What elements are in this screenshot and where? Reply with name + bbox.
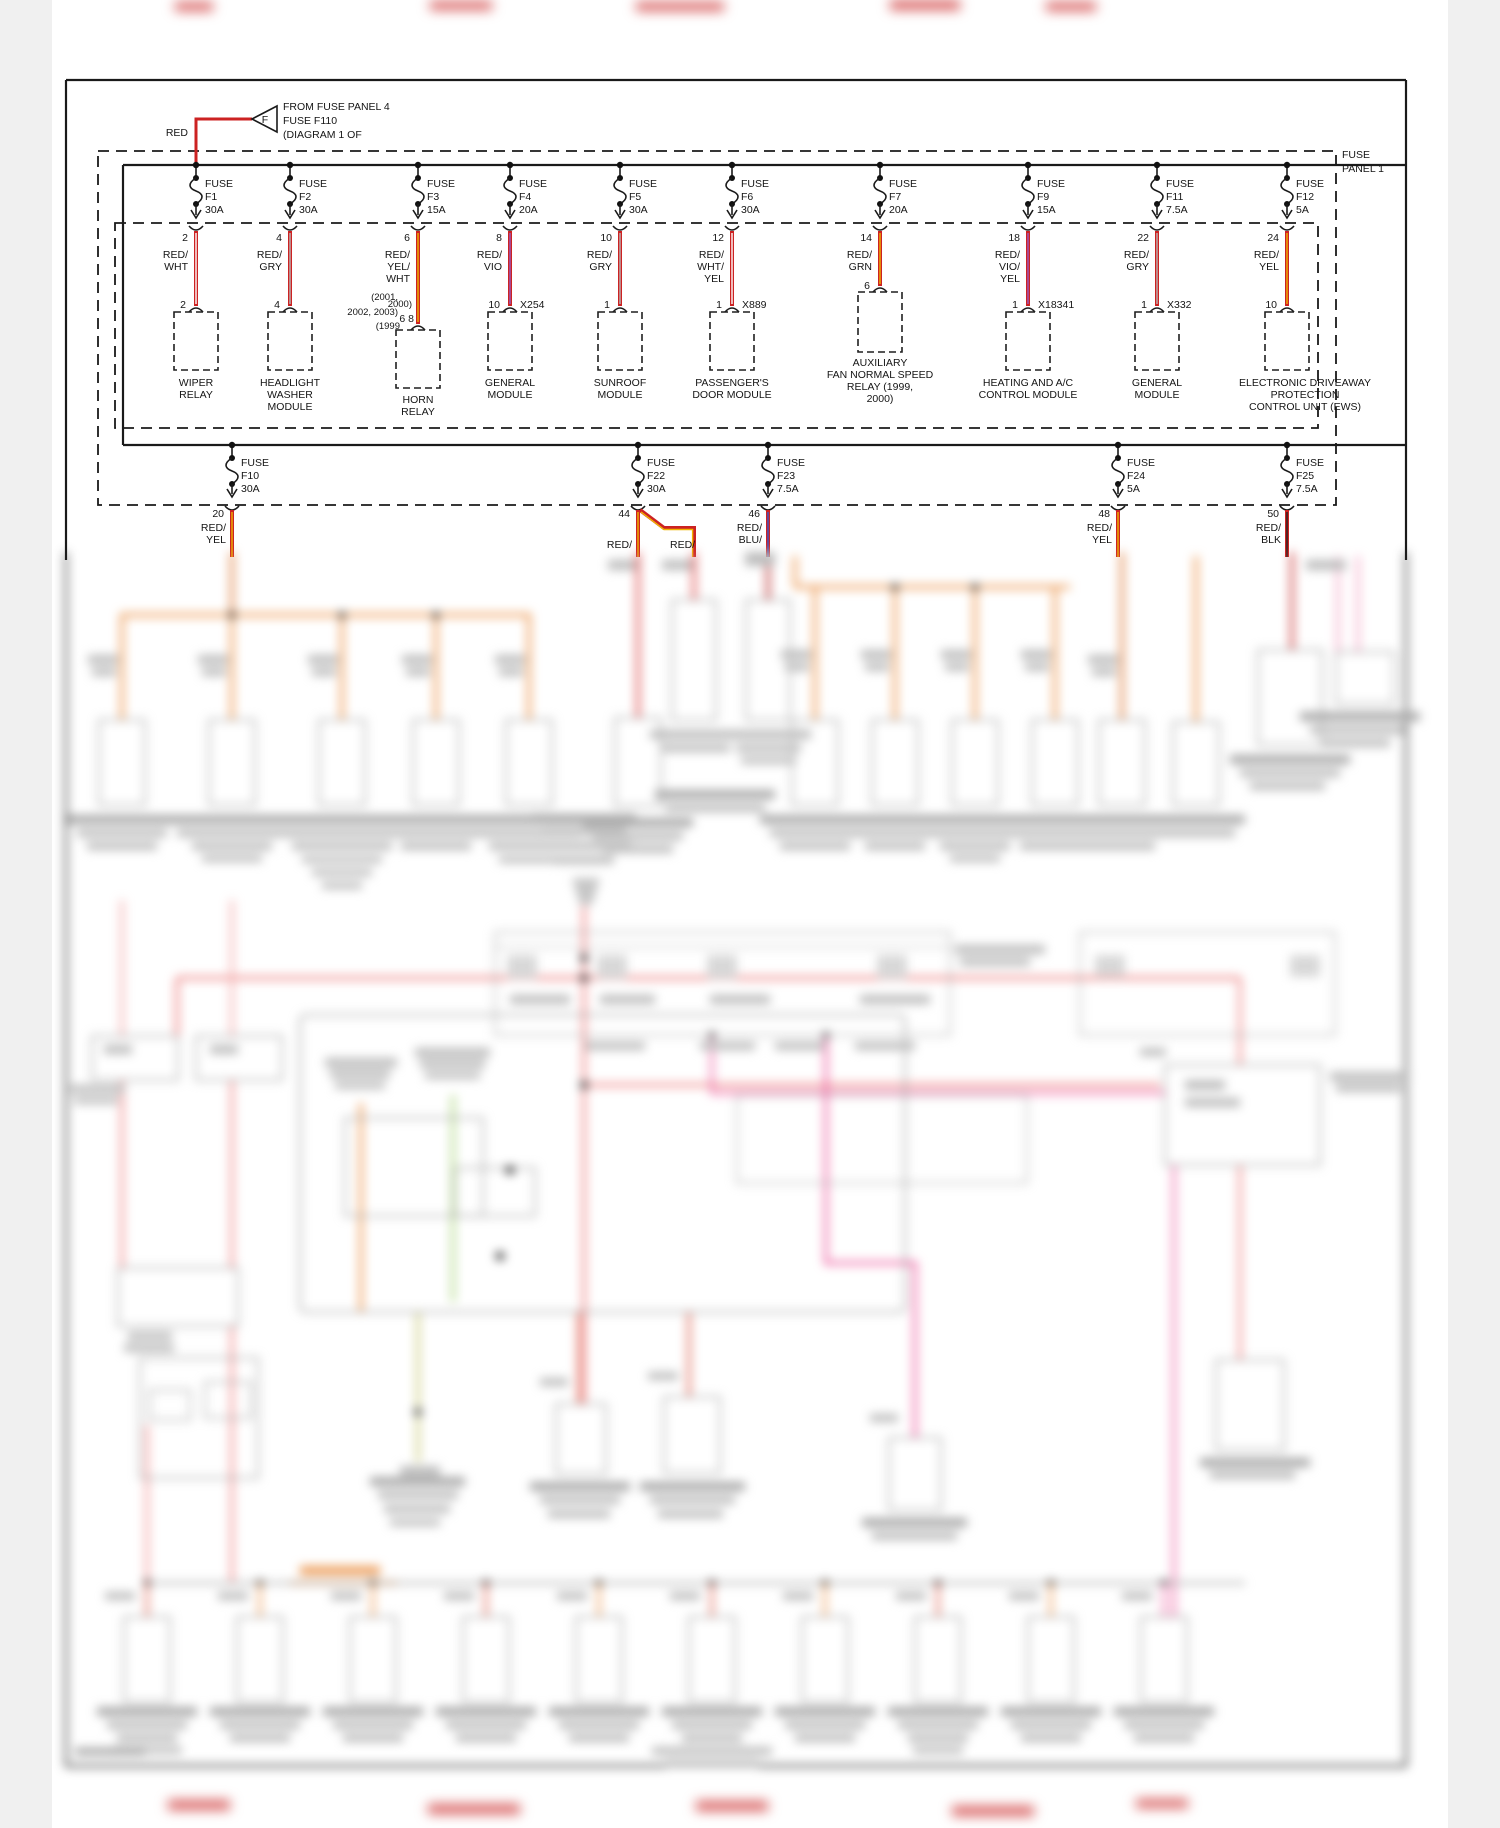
fuse-f1-circuit (163, 162, 233, 401)
svg-text:10: 10 (1265, 299, 1277, 311)
svg-text:24: 24 (1267, 232, 1279, 244)
bottom-row-text-stacks (97, 1707, 1214, 1767)
svg-text:RELAY (1999,: RELAY (1999, (846, 381, 914, 393)
svg-text:44: 44 (618, 508, 630, 520)
svg-text:30A: 30A (647, 483, 666, 495)
svg-text:2: 2 (180, 299, 186, 311)
feed-line1: FROM FUSE PANEL 4 (283, 101, 390, 113)
connector-letter: F (261, 114, 269, 126)
fuse-panel-diagram (0, 0, 1500, 560)
svg-text:F9: F9 (1037, 191, 1050, 203)
svg-text:FAN NORMAL SPEED: FAN NORMAL SPEED (826, 369, 934, 381)
svg-text:RED/: RED/ (606, 539, 632, 551)
svg-text:(2001,: (2001, (371, 292, 398, 303)
svg-text:14: 14 (860, 232, 872, 244)
svg-text:F23: F23 (777, 470, 796, 482)
svg-text:X889: X889 (742, 299, 767, 311)
svg-text:GRY: GRY (1126, 261, 1149, 273)
svg-text:FUSE: FUSE (741, 178, 770, 190)
svg-text:WHT/: WHT/ (697, 261, 724, 273)
passengers-door-module-box (710, 312, 754, 370)
svg-text:RED/: RED/ (736, 522, 762, 534)
svg-text:6: 6 (404, 232, 410, 244)
svg-text:RED/: RED/ (1255, 522, 1281, 534)
svg-text:30A: 30A (205, 204, 224, 216)
svg-text:WHT: WHT (386, 273, 410, 285)
lower-middle-structures (118, 1268, 1310, 1540)
misc-wires (414, 1095, 453, 1462)
svg-text:4: 4 (276, 232, 282, 244)
blurred-wiring-svg (0, 552, 1500, 1796)
svg-text:BLK: BLK (1261, 534, 1281, 546)
svg-text:12: 12 (712, 232, 724, 244)
svg-text:30A: 30A (241, 483, 260, 495)
svg-text:CONTROL UNIT (EWS): CONTROL UNIT (EWS) (1249, 401, 1361, 413)
svg-text:6 8: 6 8 (399, 313, 414, 325)
svg-text:WASHER: WASHER (267, 389, 313, 401)
svg-text:FUSE: FUSE (427, 178, 456, 190)
svg-text:FUSE: FUSE (299, 178, 328, 190)
svg-text:FUSE: FUSE (205, 178, 234, 190)
svg-text:FUSE: FUSE (629, 178, 658, 190)
ews-control-unit-box (1265, 312, 1309, 370)
svg-text:50: 50 (1267, 508, 1279, 520)
svg-text:7.5A: 7.5A (1166, 204, 1188, 216)
fuse-f6-circuit (692, 162, 771, 401)
svg-text:RED/: RED/ (1253, 249, 1279, 261)
svg-text:F24: F24 (1127, 470, 1146, 482)
svg-text:18: 18 (1008, 232, 1020, 244)
middle-band (70, 814, 1410, 1312)
feed-line3: (DIAGRAM 1 OF (283, 129, 362, 141)
svg-text:MODULE: MODULE (487, 389, 533, 401)
svg-text:PASSENGER'S: PASSENGER'S (695, 377, 769, 389)
svg-text:RED/: RED/ (256, 249, 282, 261)
svg-text:HORN: HORN (402, 394, 434, 406)
svg-text:FUSE: FUSE (647, 457, 676, 469)
svg-text:ELECTRONIC DRIVEAWAY: ELECTRONIC DRIVEAWAY (1238, 377, 1372, 389)
feed-line2: FUSE F110 (283, 115, 338, 127)
svg-text:FUSE: FUSE (1166, 178, 1195, 190)
svg-text:FUSE: FUSE (889, 178, 918, 190)
svg-text:RED/: RED/ (384, 249, 410, 261)
orange-bus-network (122, 552, 1196, 1583)
svg-text:F10: F10 (241, 470, 260, 482)
svg-text:FUSE: FUSE (1037, 178, 1066, 190)
svg-text:2000): 2000) (387, 299, 412, 310)
svg-text:VIO: VIO (483, 261, 502, 273)
svg-text:30A: 30A (299, 204, 318, 216)
svg-text:20A: 20A (519, 204, 538, 216)
feed-wire-color-label: RED (165, 127, 188, 139)
fuse-f7-circuit (827, 162, 934, 405)
svg-text:X332: X332 (1167, 299, 1192, 311)
svg-text:MODULE: MODULE (597, 389, 643, 401)
sunroof-module-box (598, 312, 642, 370)
general-module-box (488, 312, 532, 370)
svg-text:HEADLIGHT: HEADLIGHT (259, 377, 321, 389)
fuse-panel-1-label (1342, 149, 1384, 175)
svg-text:F7: F7 (889, 191, 902, 203)
svg-text:F12: F12 (1296, 191, 1315, 203)
svg-text:6: 6 (864, 280, 870, 292)
general-module-2-box (1135, 312, 1179, 370)
svg-text:RED/: RED/ (476, 249, 502, 261)
svg-text:WIPER: WIPER (178, 377, 214, 389)
svg-text:GRN: GRN (848, 261, 872, 273)
fuse-f5-circuit (587, 162, 657, 401)
svg-text:48: 48 (1098, 508, 1110, 520)
svg-text:8: 8 (496, 232, 502, 244)
fuse-f11-circuit (1124, 162, 1194, 401)
wiper-relay-box (174, 312, 218, 370)
row-a-module-boxes (99, 600, 1394, 806)
svg-text:GRY: GRY (259, 261, 282, 273)
fuse-f3-circuit (347, 162, 455, 418)
svg-text:15A: 15A (427, 204, 446, 216)
svg-text:FUSE: FUSE (777, 457, 806, 469)
feed-from-fuse-panel-4 (166, 101, 390, 165)
svg-text:X254: X254 (520, 299, 545, 311)
svg-text:30A: 30A (629, 204, 648, 216)
svg-text:F3: F3 (427, 191, 440, 203)
svg-text:2000): 2000) (866, 393, 894, 405)
svg-text:MODULE: MODULE (1134, 389, 1180, 401)
svg-text:SUNROOF: SUNROOF (593, 377, 647, 389)
svg-text:FUSE: FUSE (1127, 457, 1156, 469)
svg-text:PANEL 1: PANEL 1 (1342, 163, 1385, 175)
svg-text:10: 10 (488, 299, 500, 311)
fuse-f12-circuit (1239, 162, 1371, 413)
svg-text:RED/: RED/ (162, 249, 188, 261)
fuse-f4-circuit (477, 162, 547, 401)
svg-text:F11: F11 (1166, 191, 1184, 203)
svg-text:FUSE: FUSE (519, 178, 548, 190)
svg-text:CONTROL MODULE: CONTROL MODULE (978, 389, 1078, 401)
svg-text:FUSE: FUSE (241, 457, 270, 469)
svg-text:5A: 5A (1127, 483, 1140, 495)
svg-text:15A: 15A (1037, 204, 1056, 216)
fuse-f2-circuit (257, 162, 327, 413)
svg-text:F25: F25 (1296, 470, 1315, 482)
svg-text:DOOR MODULE: DOOR MODULE (692, 389, 772, 401)
svg-text:RED/: RED/ (994, 249, 1020, 261)
svg-text:MODULE: MODULE (267, 401, 313, 413)
svg-text:FUSE: FUSE (1296, 178, 1325, 190)
svg-text:46: 46 (748, 508, 760, 520)
svg-text:7.5A: 7.5A (1296, 483, 1318, 495)
svg-text:YEL/: YEL/ (387, 261, 410, 273)
page-footer-blob (75, 1748, 145, 1755)
bottom-bus-row (75, 1566, 1245, 1767)
svg-text:RELAY: RELAY (401, 406, 435, 418)
svg-text:RED/: RED/ (1086, 522, 1112, 534)
svg-text:YEL: YEL (206, 534, 226, 546)
svg-text:BLU/: BLU/ (738, 534, 762, 546)
svg-text:RED/: RED/ (586, 249, 612, 261)
svg-text:RED/: RED/ (846, 249, 872, 261)
svg-text:5A: 5A (1296, 204, 1309, 216)
heating-ac-control-module-box (1006, 312, 1050, 370)
svg-text:10: 10 (600, 232, 612, 244)
svg-text:30A: 30A (741, 204, 760, 216)
svg-text:YEL: YEL (1259, 261, 1279, 273)
pink-wire-network (712, 1035, 1174, 1617)
svg-text:F4: F4 (519, 191, 532, 203)
fuse-f9-circuit (979, 162, 1078, 401)
horn-relay-box (396, 330, 440, 388)
svg-text:YEL: YEL (1092, 534, 1112, 546)
svg-text:VIO/: VIO/ (998, 261, 1020, 273)
svg-text:RED/: RED/ (1123, 249, 1149, 261)
svg-text:20: 20 (212, 508, 224, 520)
svg-text:AUXILIARY: AUXILIARY (852, 357, 908, 369)
svg-text:1: 1 (716, 299, 722, 311)
svg-text:PROTECTION: PROTECTION (1270, 389, 1340, 401)
svg-text:RED/: RED/ (200, 522, 226, 534)
svg-text:GRY: GRY (589, 261, 612, 273)
headlight-washer-module-box (268, 312, 312, 370)
svg-text:WHT: WHT (164, 261, 188, 273)
svg-text:F1: F1 (205, 191, 218, 203)
svg-text:1: 1 (1012, 299, 1018, 311)
svg-text:7.5A: 7.5A (777, 483, 799, 495)
auxiliary-fan-relay-box (858, 292, 902, 352)
svg-text:X18341: X18341 (1038, 299, 1075, 311)
svg-text:YEL: YEL (704, 273, 724, 285)
svg-text:F5: F5 (629, 191, 642, 203)
feed-wire-red (196, 119, 252, 165)
svg-text:1: 1 (604, 299, 610, 311)
svg-text:RED/: RED/ (698, 249, 724, 261)
svg-text:RELAY: RELAY (179, 389, 213, 401)
blurred-diagram-region (0, 552, 1500, 1796)
svg-text:(1999: (1999 (375, 321, 400, 332)
svg-text:20A: 20A (889, 204, 908, 216)
svg-text:F6: F6 (741, 191, 754, 203)
svg-text:2: 2 (182, 232, 188, 244)
svg-text:YEL: YEL (1000, 273, 1020, 285)
svg-text:HEATING AND A/C: HEATING AND A/C (982, 377, 1074, 389)
svg-text:FUSE: FUSE (1296, 457, 1325, 469)
svg-text:GENERAL: GENERAL (484, 377, 536, 389)
svg-text:RED/: RED/ (670, 539, 696, 551)
svg-text:2002, 2003): 2002, 2003) (347, 307, 398, 318)
svg-text:22: 22 (1137, 232, 1149, 244)
svg-text:F22: F22 (647, 470, 666, 482)
svg-text:F2: F2 (299, 191, 312, 203)
svg-text:4: 4 (274, 299, 280, 311)
svg-text:FUSE: FUSE (1342, 149, 1371, 161)
svg-text:1: 1 (1141, 299, 1147, 311)
svg-text:GENERAL: GENERAL (1131, 377, 1183, 389)
